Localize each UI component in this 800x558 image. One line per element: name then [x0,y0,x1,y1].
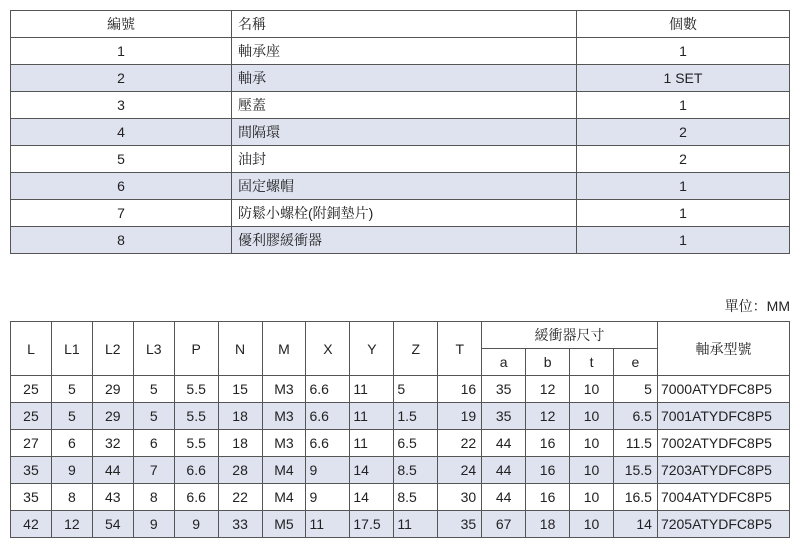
spec-cell-model: 7000ATYDFC8P5 [657,376,789,403]
table-row [11,38,790,65]
spec-cell-y: 14 [350,484,394,511]
spec-cell-model: 7203ATYDFC8P5 [657,457,789,484]
spec-cell-l2: 44 [92,457,133,484]
spec-cell-l3: 8 [133,484,174,511]
spec-cell-a: 35 [482,376,526,403]
part-no-cell: 7 [11,200,232,227]
spec-table [10,321,790,538]
spec-cell-e: 6.5 [613,403,657,430]
table-row [11,403,790,430]
spec-cell-l3: 7 [133,457,174,484]
spec-cell-y: 11 [350,376,394,403]
spec-header-buffer: 緩衝器尺寸 [482,322,658,349]
spec-cell-n: 28 [218,457,262,484]
table-row [11,484,790,511]
part-name-cell: 間隔環 [232,119,577,146]
spec-cell-t: 10 [570,430,614,457]
table-row [11,376,790,403]
spec-cell-t: 22 [438,430,482,457]
part-qty-cell: 1 [577,173,790,200]
spec-cell-p: 6.6 [174,484,218,511]
part-name-cell: 油封 [232,146,577,173]
parts-header-qty: 個數 [577,11,790,38]
spec-cell-t: 10 [570,457,614,484]
part-qty-cell: 1 [577,227,790,254]
spec-cell-l2: 29 [92,376,133,403]
spec-cell-x: 9 [306,457,350,484]
spec-cell-m: M3 [262,403,306,430]
spec-header-L1: L1 [51,322,92,376]
parts-header-name: 名稱 [232,11,577,38]
spec-cell-a: 44 [482,430,526,457]
spec-cell-model: 7004ATYDFC8P5 [657,484,789,511]
spec-cell-e: 14 [613,511,657,538]
part-name-cell: 壓蓋 [232,92,577,119]
spec-header-model: 軸承型號 [657,322,789,376]
spec-cell-y: 14 [350,457,394,484]
spec-cell-l: 27 [11,430,52,457]
spec-cell-l1: 9 [51,457,92,484]
spec-cell-p: 6.6 [174,457,218,484]
spec-cell-l1: 8 [51,484,92,511]
spec-cell-y: 17.5 [350,511,394,538]
spec-cell-x: 9 [306,484,350,511]
part-name-cell: 軸承 [232,65,577,92]
unit-label: 單位：MM [724,298,790,314]
spec-cell-t: 24 [438,457,482,484]
spec-cell-p: 9 [174,511,218,538]
spec-cell-z: 1.5 [394,403,438,430]
part-qty-cell: 2 [577,146,790,173]
spec-cell-z: 6.5 [394,430,438,457]
table-row [11,200,790,227]
table-row [11,92,790,119]
parts-body [11,38,790,254]
spec-cell-n: 18 [218,403,262,430]
table-row [11,457,790,484]
spec-cell-p: 5.5 [174,376,218,403]
spec-cell-t: 10 [570,484,614,511]
part-qty-cell: 1 [577,200,790,227]
spec-cell-t: 19 [438,403,482,430]
spec-cell-n: 18 [218,430,262,457]
part-qty-cell: 1 SET [577,65,790,92]
spec-cell-l3: 5 [133,403,174,430]
spec-cell-l1: 5 [51,403,92,430]
spec-cell-e: 16.5 [613,484,657,511]
spec-cell-l: 35 [11,484,52,511]
spec-cell-l1: 6 [51,430,92,457]
spec-cell-n: 15 [218,376,262,403]
spec-cell-x: 6.6 [306,403,350,430]
spec-cell-p: 5.5 [174,403,218,430]
spec-cell-e: 5 [613,376,657,403]
spec-cell-e: 11.5 [613,430,657,457]
spec-header-a: a [482,349,526,376]
spec-cell-m: M3 [262,376,306,403]
spec-header-L2: L2 [92,322,133,376]
spec-cell-b: 16 [526,430,570,457]
spec-cell-t: 10 [570,511,614,538]
spec-header-M: M [262,322,306,376]
spec-cell-l2: 29 [92,403,133,430]
part-name-cell: 軸承座 [232,38,577,65]
spec-header-T: T [438,322,482,376]
table-row [11,511,790,538]
spec-cell-z: 5 [394,376,438,403]
spec-cell-l2: 54 [92,511,133,538]
spec-cell-z: 11 [394,511,438,538]
part-name-cell: 防鬆小螺栓(附銅墊片) [232,200,577,227]
spec-cell-l2: 32 [92,430,133,457]
spec-cell-l3: 9 [133,511,174,538]
spec-cell-a: 67 [482,511,526,538]
part-qty-cell: 1 [577,38,790,65]
spec-cell-t: 35 [438,511,482,538]
spec-cell-z: 8.5 [394,457,438,484]
spec-cell-t: 10 [570,376,614,403]
spec-cell-a: 35 [482,403,526,430]
spec-cell-l2: 43 [92,484,133,511]
spec-cell-x: 11 [306,511,350,538]
spec-cell-l1: 12 [51,511,92,538]
spec-header-row-1 [11,322,790,349]
spec-cell-model: 7205ATYDFC8P5 [657,511,789,538]
spec-cell-l: 25 [11,376,52,403]
spec-cell-m: M5 [262,511,306,538]
spec-cell-m: M4 [262,457,306,484]
spec-cell-b: 12 [526,403,570,430]
spec-cell-p: 5.5 [174,430,218,457]
spec-cell-x: 6.6 [306,430,350,457]
spec-header-P: P [174,322,218,376]
spec-cell-b: 12 [526,376,570,403]
spec-header-L3: L3 [133,322,174,376]
spec-cell-model: 7002ATYDFC8P5 [657,430,789,457]
spec-cell-l: 42 [11,511,52,538]
spec-cell-l3: 5 [133,376,174,403]
spec-cell-l3: 6 [133,430,174,457]
spec-cell-l1: 5 [51,376,92,403]
part-no-cell: 1 [11,38,232,65]
spec-header-e: e [613,349,657,376]
part-no-cell: 2 [11,65,232,92]
spec-header-t: t [570,349,614,376]
table-row [11,65,790,92]
spec-header-L: L [11,322,52,376]
part-no-cell: 8 [11,227,232,254]
part-qty-cell: 1 [577,92,790,119]
spec-body [11,376,790,538]
table-row [11,430,790,457]
spec-header-N: N [218,322,262,376]
part-no-cell: 6 [11,173,232,200]
spec-cell-b: 16 [526,484,570,511]
spec-cell-n: 33 [218,511,262,538]
part-no-cell: 5 [11,146,232,173]
spec-cell-x: 6.6 [306,376,350,403]
spec-cell-t: 16 [438,376,482,403]
spec-cell-l: 35 [11,457,52,484]
spec-cell-model: 7001ATYDFC8P5 [657,403,789,430]
spec-cell-l: 25 [11,403,52,430]
spec-header-b: b [526,349,570,376]
spec-cell-e: 15.5 [613,457,657,484]
spec-cell-n: 22 [218,484,262,511]
table-row [11,227,790,254]
spec-header-Z: Z [394,322,438,376]
table-row [11,146,790,173]
spec-cell-m: M3 [262,430,306,457]
part-no-cell: 4 [11,119,232,146]
part-qty-cell: 2 [577,119,790,146]
spec-cell-t: 30 [438,484,482,511]
spec-cell-t: 10 [570,403,614,430]
part-name-cell: 固定螺帽 [232,173,577,200]
part-no-cell: 3 [11,92,232,119]
spec-cell-b: 16 [526,457,570,484]
spec-cell-y: 11 [350,430,394,457]
spec-cell-b: 18 [526,511,570,538]
part-name-cell: 優利膠緩衝器 [232,227,577,254]
table-row [11,119,790,146]
spec-cell-y: 11 [350,403,394,430]
spec-cell-a: 44 [482,484,526,511]
spec-cell-m: M4 [262,484,306,511]
parts-table [10,10,790,254]
table-row [11,173,790,200]
spec-header-Y: Y [350,322,394,376]
parts-header-row [11,11,790,38]
parts-header-no: 編號 [11,11,232,38]
spec-cell-a: 44 [482,457,526,484]
spec-cell-z: 8.5 [394,484,438,511]
spec-header-X: X [306,322,350,376]
